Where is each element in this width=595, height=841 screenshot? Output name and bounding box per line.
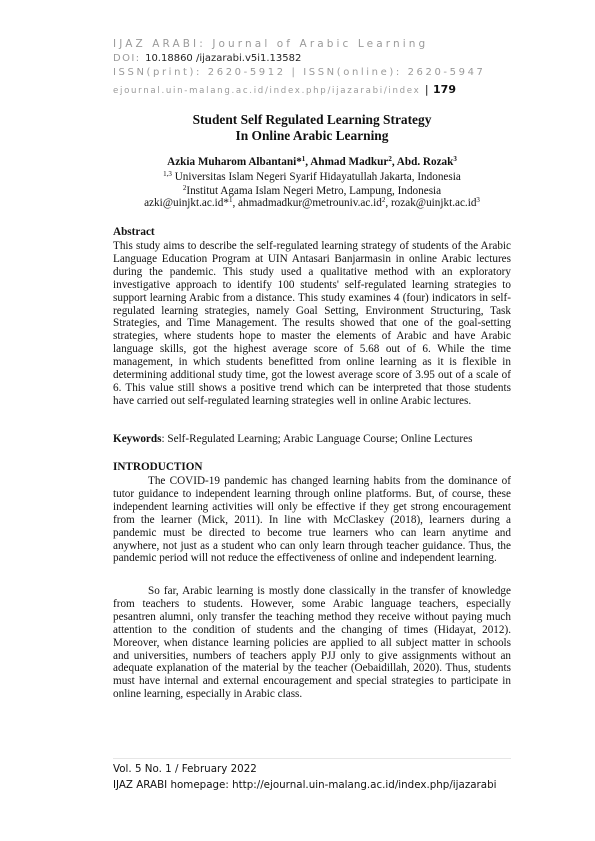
doi-label: DOI: <box>113 53 146 64</box>
doi-value: 10.18860 /ijazarabi.v5i1.13582 <box>145 53 302 64</box>
section-heading: INTRODUCTION <box>113 461 203 473</box>
footer-volume: Vol. 5 No. 1 / February 2022 <box>113 763 257 775</box>
affiliation-sup: 2 <box>182 184 187 192</box>
email-link[interactable]: ahmadmadkur@metrouniv.ac.id <box>238 197 382 209</box>
url-line <box>113 83 513 96</box>
affiliation <box>113 170 511 184</box>
page-number: 179 <box>433 83 456 96</box>
email-sup: 2 <box>381 196 386 204</box>
author-sup: 1 <box>301 155 306 163</box>
author-name: Abd. Rozak <box>396 156 454 168</box>
affiliation-sup: 1,3 <box>163 170 172 178</box>
author-list: Azkia Muharom Albantani*$^1$, Ahmad Madkur$^2$, Abd. Rozak$^3$ <box>167 155 457 168</box>
abstract-text: This study aims to describe the self-regulated learning strategy of students of the Arabic Language Education Program at UIN Antasari Banjarmasin in online Arabic lectures during the pandemic. This study used a qualitative method with an exploratory investigative approach to identify 100 students' self-regulated learning strategies to support learning Arabic from a distance. This study examines 4 (four) indicators in self-regulated learning strategies, namely Goal Setting, Environment Structuring, Task Strategies, and Time Management. The results showed that one of the goal-setting strategies, where students hope to master the elements of Arabic and have Arabic language skills, got the highest average score of 5.68 out of 6. While the time management, in which students benefitted from online learning as it is flexible in determining additional study time, got the lowest average score of 3.95 out of a scale of 6. This value still shows a positive trend which can be interpreted that those students have carried out self-regulated learning strategies well in online Arabic lectures. <box>113 240 511 407</box>
author-emails: azki@uinjkt.ac.id*$^1$, $ahmadmadkur@metrouniv.ac.id^2$, $rozak@uinjkt.ac.id^3$ <box>144 196 480 209</box>
title-line-1: Student Self Regulated Learning Strategy <box>192 112 432 127</box>
issn-line: ISSN(print): 2620-5912 | ISSN(online): 2620-5947 <box>113 67 486 78</box>
keywords-label: Keywords <box>113 433 162 445</box>
separator: | <box>424 83 429 96</box>
email-sup: 1 <box>228 196 233 204</box>
email-link[interactable]: azki@uinjkt.ac.id* <box>144 197 229 209</box>
email-sup: 3 <box>476 196 480 204</box>
body-paragraph: So far, Arabic learning is mostly done classically in the transfer of knowledge from teachers to students. However, some Arabic language teachers, especially pesantren alumni, only transfer the teaching method they receive without paying much attention to the condition of students and the changing of times (Hidayat, 2012). Moreover, when distance learning policies are applied to all subject matter in schools and universities, numbers of teachers apply PJJ only to give assignments without an adequate explanation of the material by the teacher (Oebaidillah, 2020). Thus, students must have internal and external encouragement and special strategies to participate in online learning, especially in Arabic class. <box>113 585 511 701</box>
affiliation-text: Institut Agama Islam Negeri Metro, Lampung, Indonesia <box>186 185 442 197</box>
journal-url: ejournal.uin-malang.ac.id/index.php/ijazarabi/index <box>113 86 421 96</box>
journal-name: IJAZ ARABI: Journal of Arabic Learning <box>113 38 429 50</box>
author-sup: 3 <box>453 155 457 163</box>
author-name: Ahmad Madkur <box>310 156 389 168</box>
affiliation <box>113 184 511 198</box>
footer-divider <box>113 758 511 759</box>
footer-homepage[interactable]: IJAZ ARABI homepage: http://ejournal.uin-malang.ac.id/index.php/ijazarabi <box>113 779 497 791</box>
paper-title <box>113 112 511 144</box>
doi-line <box>113 53 513 64</box>
keywords-text: : Self-Regulated Learning; Arabic Language Course; Online Lectures <box>161 433 473 445</box>
title-line-2: In Online Arabic Learning <box>235 128 389 143</box>
body-paragraph: The COVID-19 pandemic has changed learning habits from the dominance of tutor guidance to independent learning through online platforms. But, of course, these independent learning activities will only be effective if they get strong encouragement from the learner (Mick, 2011). In line with McClaskey (2018), learners during a pandemic must be directed to become true learners who can learn anytime and anywhere, not just as a student who can only learn through teacher guidance. Thus, the pandemic period will not reduce the effectiveness of online and independent learning. <box>113 475 511 565</box>
author-name: Azkia Muharom Albantani* <box>167 156 302 168</box>
affiliation-text: Universitas Islam Negeri Syarif Hidayatullah Jakarta, Indonesia <box>174 171 461 183</box>
keywords <box>113 433 511 445</box>
abstract-heading: Abstract <box>113 226 155 238</box>
email-link[interactable]: rozak@uinjkt.ac.id <box>390 197 477 209</box>
author-sup: 2 <box>388 155 392 163</box>
